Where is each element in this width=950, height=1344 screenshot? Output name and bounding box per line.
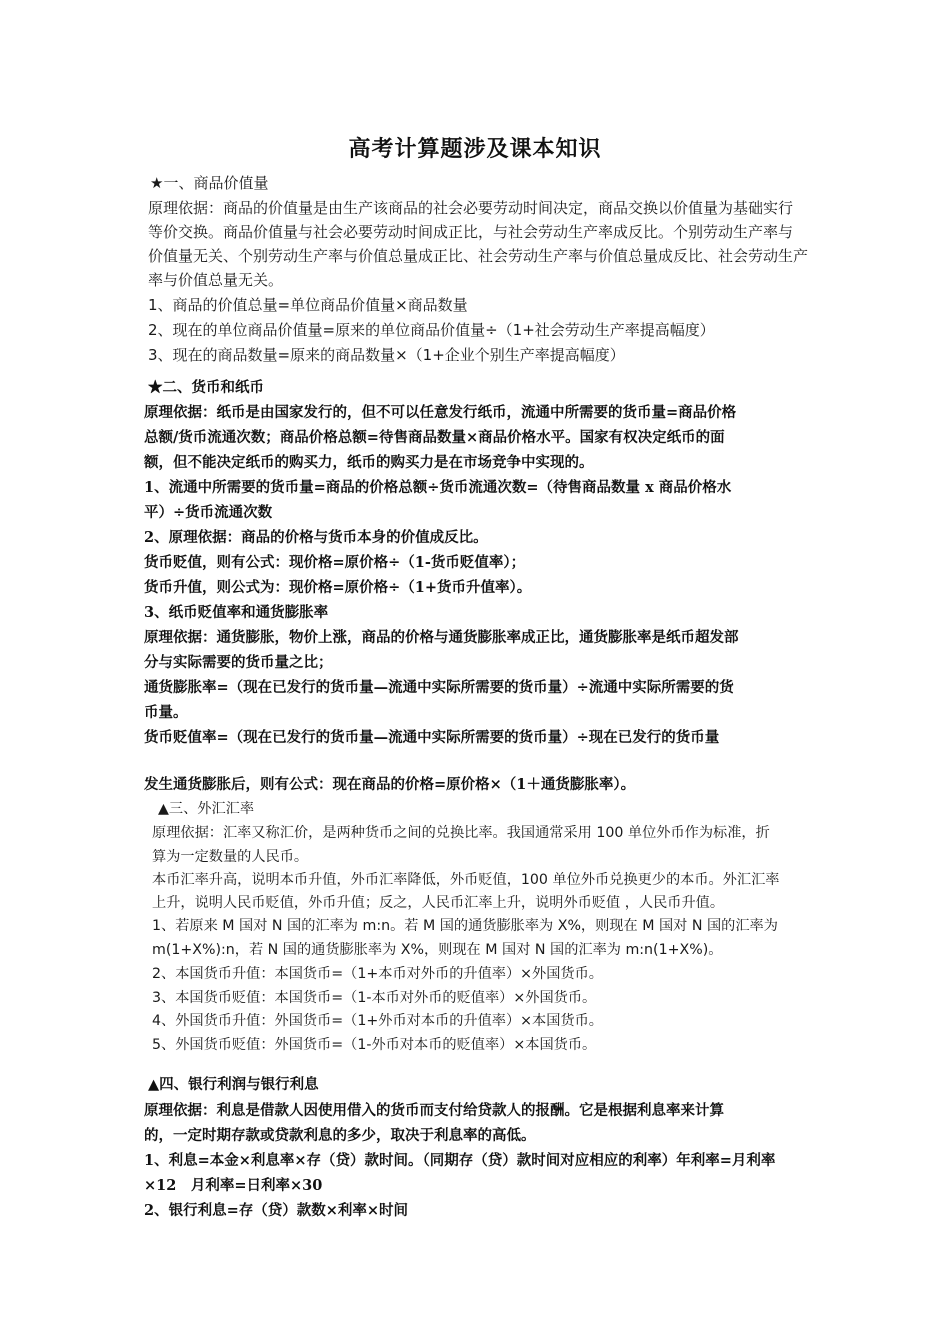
section-heading: ▲三、外汇汇率 bbox=[158, 801, 255, 817]
document-title: 高考计算题涉及课本知识 bbox=[348, 136, 602, 162]
paragraph-line: 原理依据：商品的价值量是由生产该商品的社会必要劳动时间决定，商品交换以价值量为基础实行 bbox=[148, 199, 794, 217]
formula-line: 4、外国货币升值：外国货币=（1+外币对本币的升值率）×本国货币。 bbox=[152, 1013, 603, 1029]
paragraph-line: 上升，说明人民币贬值，外币升值；反之，人民币汇率上升，说明外币贬值 ，人民币升值。 bbox=[152, 895, 725, 911]
formula-line: 3、本国货币贬值：本国货币=（1-本币对外币的贬值率）×外国货币。 bbox=[152, 990, 597, 1006]
paragraph-line: 价值量无关、个别劳动生产率与价值总量成正比、社会劳动生产率与价值总量成反比、社会劳动生产 bbox=[148, 247, 809, 265]
section-heading: ★一、商品价值量 bbox=[150, 174, 269, 192]
formula-line: 2、银行利息=存（贷）款数×利率×时间 bbox=[144, 1202, 409, 1219]
formula-line: 平）÷货币流通次数 bbox=[144, 504, 273, 521]
paragraph-line: 3、纸币贬值率和通货膨胀率 bbox=[144, 604, 329, 621]
paragraph-line: 的，一定时期存款或贷款利息的多少，取决于利息率的高低。 bbox=[144, 1127, 536, 1144]
formula-line: m(1+X%):n，若 N 国的通货膨胀率为 X%，则现在 M 国对 N 国的汇率为 m:n(1+X%)。 bbox=[152, 942, 723, 958]
paragraph-line: 分与实际需要的货币量之比； bbox=[144, 654, 333, 671]
paragraph-line: 本币汇率升高，说明本币升值，外币汇率降低，外币贬值，100 单位外币兑换更少的本币。外汇汇率 bbox=[152, 872, 780, 888]
formula-line: ×12 月利率=日利率×30 bbox=[144, 1177, 323, 1194]
formula-line: 2、本国货币升值：本国货币=（1+本币对外币的升值率）×外国货币。 bbox=[152, 966, 603, 982]
paragraph-line: 原理依据：汇率又称汇价，是两种货币之间的兑换比率。我国通常采用 100 单位外币作为标准，折 bbox=[152, 825, 770, 841]
formula-line: 1、商品的价值总量=单位商品价值量×商品数量 bbox=[148, 296, 468, 314]
formula-line: 1、利息=本金×利息率×存（贷）款时间。（同期存（贷）款时间对应相应的利率）年利率=月利率 bbox=[144, 1152, 776, 1169]
formula-line: 2、现在的单位商品价值量=原来的单位商品价值量÷（1+社会劳动生产率提高幅度） bbox=[148, 321, 715, 339]
formula-line: 1、若原来 M 国对 N 国的汇率为 m:n。若 M 国的通货膨胀率为 X%，则现在 M 国对 N 国的汇率为 bbox=[152, 918, 778, 934]
paragraph-line: 原理依据：纸币是由国家发行的，但不可以任意发行纸币，流通中所需要的货币量=商品价格 bbox=[144, 404, 737, 421]
paragraph-line: 额，但不能决定纸币的购买力，纸币的购买力是在市场竞争中实现的。 bbox=[144, 454, 594, 471]
formula-line: 5、外国货币贬值：外国货币=（1-外币对本币的贬值率）×本国货币。 bbox=[152, 1037, 597, 1053]
paragraph-line: 原理依据：利息是借款人因使用借入的货币而支付给贷款人的报酬。它是根据利息率来计算 bbox=[144, 1102, 724, 1119]
paragraph-line: 总额/货币流通次数；商品价格总额=待售商品数量×商品价格水平。国家有权决定纸币的面 bbox=[144, 429, 725, 446]
formula-line: 1、流通中所需要的货币量=商品的价格总额÷货币流通次数=（待售商品数量 x 商品价格水 bbox=[144, 479, 732, 496]
section-heading: ▲四、银行利润与银行利息 bbox=[148, 1076, 319, 1093]
section-heading: ★二、货币和纸币 bbox=[148, 379, 264, 396]
formula-line: 货币贬值，则有公式：现价格=原价格÷（1-货币贬值率）； bbox=[144, 554, 526, 571]
paragraph-line: 2、原理依据：商品的价格与货币本身的价值成反比。 bbox=[144, 529, 488, 546]
paragraph-line: 等价交换。商品价值量与社会必要劳动时间成正比，与社会劳动生产率成反比。个别劳动生产率与 bbox=[148, 223, 794, 241]
formula-line: 货币贬值率=（现在已发行的货币量—流通中实际所需要的货币量）÷现在已发行的货币量 bbox=[144, 729, 720, 746]
formula-line: 币量。 bbox=[144, 704, 188, 721]
paragraph-line: 率与价值总量无关。 bbox=[148, 271, 284, 289]
formula-line: 通货膨胀率=（现在已发行的货币量—流通中实际所需要的货币量）÷流通中实际所需要的货 bbox=[144, 679, 734, 696]
paragraph-line: 原理依据：通货膨胀，物价上涨，商品的价格与通货膨胀率成正比，通货膨胀率是纸币超发部 bbox=[144, 629, 739, 646]
paragraph-line: 算为一定数量的人民币。 bbox=[152, 849, 309, 865]
formula-line: 货币升值，则公式为：现价格=原价格÷（1+货币升值率）。 bbox=[144, 579, 532, 596]
formula-line: 3、现在的商品数量=原来的商品数量×（1+企业个别生产率提高幅度） bbox=[148, 346, 625, 364]
formula-line: 发生通货膨胀后，则有公式：现在商品的价格=原价格×（1＋通货膨胀率）。 bbox=[144, 776, 636, 793]
